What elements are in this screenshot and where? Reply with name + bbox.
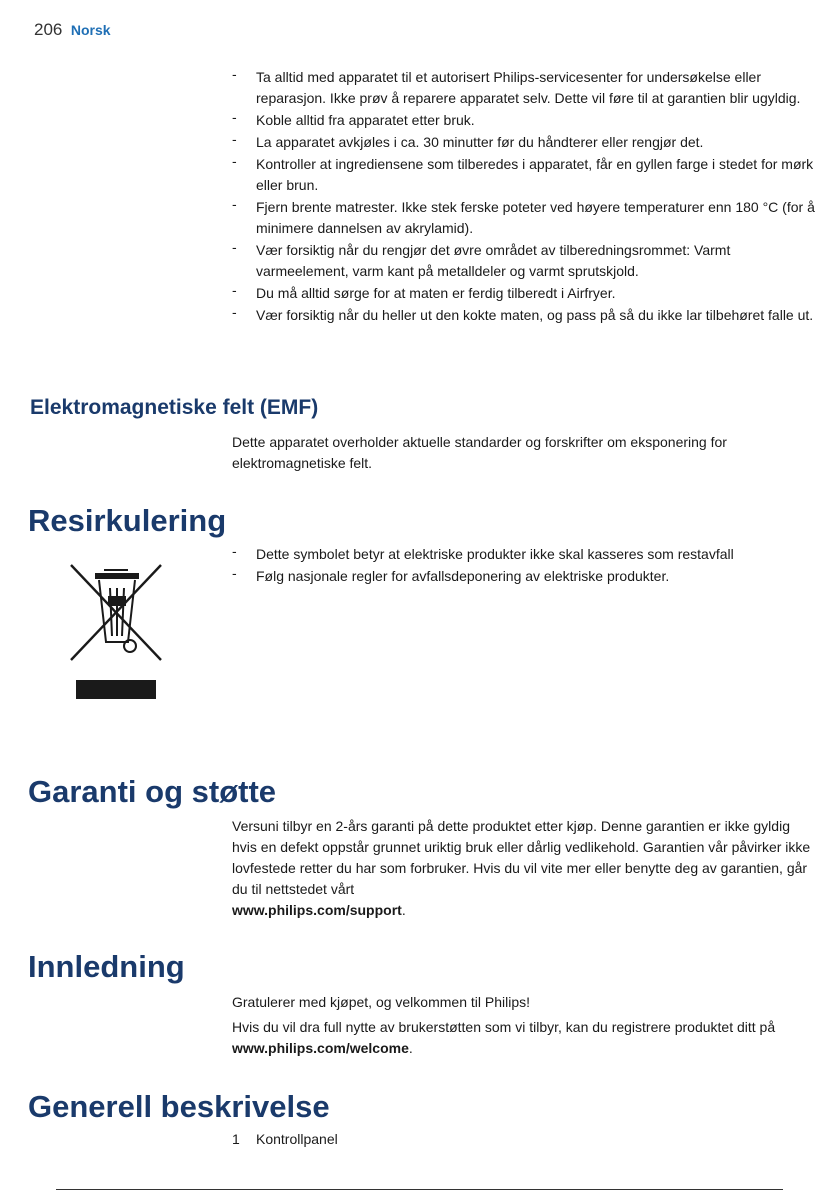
list-item: [232, 1129, 338, 1150]
list-item: - Dette symbolet betyr at elektriske produkter ikke skal kasseres som restavfall: [232, 543, 734, 562]
intro-greeting: Gratulerer med kjøpet, og velkommen til Philips!: [232, 994, 530, 1010]
safety-bullet-list: [232, 67, 816, 327]
bullet-marker: -: [232, 153, 237, 169]
welcome-link[interactable]: www.philips.com/welcome: [232, 1040, 409, 1056]
bullet-marker: -: [232, 543, 237, 559]
bullet-marker: -: [232, 565, 237, 581]
bullet-marker: -: [232, 131, 237, 147]
intro-register-text: Hvis du vil dra full nytte av brukerstøtten som vi tilbyr, kan du registrere produktet ditt på www.philips.com/welcome.: [232, 1019, 776, 1056]
list-item: - Følg nasjonale regler for avfallsdeponering av elektriske produkter.: [232, 565, 670, 584]
list-item: - Du må alltid sørge for at maten er ferdig tilberedt i Airfryer.: [232, 282, 616, 301]
item-number: 1: [232, 1131, 240, 1147]
list-item: - Vær forsiktig når du heller ut den kokte maten, og pass på så du ikke lar tilbehøret falle ut.: [232, 304, 814, 323]
bullet-marker: -: [232, 304, 237, 320]
item-label: Kontrollpanel: [256, 1131, 338, 1147]
recycling-heading: Resirkulering: [28, 503, 227, 538]
support-link[interactable]: www.philips.com/support: [232, 902, 402, 918]
warranty-text: Versuni tilbyr en 2-års garanti på dette produktet etter kjøp. Denne garantien er ikke gyldig hvis en defekt oppstår grunnet uriktig bruk eller dårlig vedlikehold. Garantien vår påvirker ikke lovfestede retter du har som forbruker. Hvis du vil vite mer eller benytte deg av garantien, går du til nettstedet vårt www.philips.com/support.: [232, 818, 811, 918]
emf-heading: Elektromagnetiske felt (EMF): [30, 396, 319, 419]
bullet-marker: -: [232, 196, 237, 212]
warranty-heading: Garanti og støtte: [28, 774, 277, 809]
bullet-marker: -: [232, 66, 237, 82]
weee-crossed-bin-icon: [66, 560, 166, 700]
page-language: Norsk: [70, 22, 111, 38]
list-item: - Koble alltid fra apparatet etter bruk.: [232, 109, 475, 128]
footer-divider: [56, 1189, 783, 1190]
list-item: - Fjern brente matrester. Ikke stek ferske poteter ved høyere temperaturer enn 180 °C (for å minimere dannelsen av akrylamid).: [232, 196, 815, 236]
intro-heading: Innledning: [28, 949, 185, 984]
emf-text: Dette apparatet overholder aktuelle standarder og forskrifter om eksponering for elektromagnetiske felt.: [232, 434, 727, 471]
page-header: [34, 20, 111, 40]
general-heading: Generell beskrivelse: [28, 1089, 330, 1124]
list-item: - Ta alltid med apparatet til et autorisert Philips-servicesenter for undersøkelse eller reparasjon. Ikke prøv å reparere apparatet selv. Dette vil føre til at garantien blir ugyldig.: [232, 66, 801, 106]
list-item: - Kontroller at ingrediensene som tilberedes i apparatet, får en gyllen farge i stedet for mørk eller brun.: [232, 153, 814, 193]
page-number: 206: [34, 20, 63, 39]
recycling-bullet-list: [232, 544, 816, 588]
bullet-marker: -: [232, 239, 237, 255]
list-item: - Vær forsiktig når du rengjør det øvre området av tilberedningsrommet: Varmt varmeelement, varm kant på metalldeler og varmt sprutskjold.: [232, 239, 731, 279]
bullet-marker: -: [232, 109, 237, 125]
bullet-marker: -: [232, 282, 237, 298]
list-item: - La apparatet avkjøles i ca. 30 minutter før du håndterer eller rengjør det.: [232, 131, 704, 150]
